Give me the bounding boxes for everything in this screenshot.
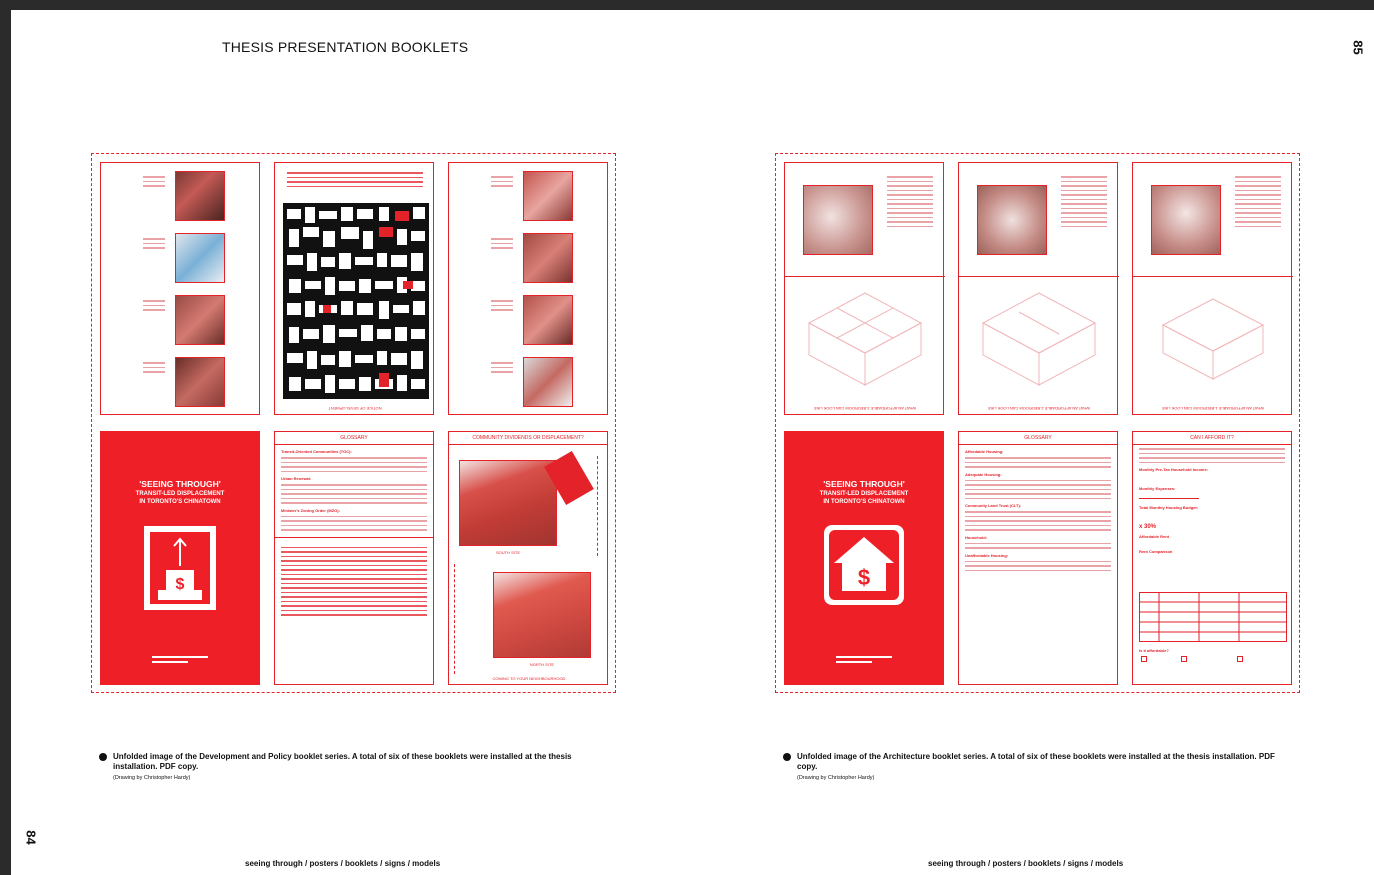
interior-render [977, 185, 1047, 255]
page-number-right: 85 [1350, 40, 1366, 55]
glossary-term: Community Land Trust (CLT): [965, 503, 1022, 508]
axonometric-plan [805, 289, 925, 389]
calc-field: Total Monthly Housing Budget: [1139, 505, 1199, 510]
svg-text:$: $ [857, 565, 871, 590]
building-photo [175, 233, 225, 283]
north-site-label: NORTH SITE [529, 662, 555, 667]
glossary-term: Household: [965, 534, 987, 540]
interior-render [1151, 185, 1221, 255]
svg-text:$: $ [175, 576, 185, 593]
building-photo [523, 357, 573, 407]
glossary-term: Affordable Housing: [965, 449, 1004, 454]
building-photo [523, 171, 573, 221]
checkbox[interactable] [1141, 656, 1147, 662]
cover-subtitle-2: IN TORONTO'S CHINATOWN [823, 499, 905, 505]
is-affordable-label: Is it affordable? [1139, 648, 1169, 653]
building-photo [175, 357, 225, 407]
panel-label: WHAT AN AFFORDABLE 2-BEDROOM CAN LOOK LIKE [987, 406, 1091, 411]
rent-comparison-label: Rent Comparison [1139, 549, 1173, 554]
panel-3-bedroom [784, 162, 944, 415]
panel-label: WHAT AN AFFORDABLE 1-BEDROOM CAN LOOK LIKE [1161, 406, 1265, 411]
calc-field: x 30% [1139, 524, 1157, 530]
checkbox[interactable] [1181, 656, 1187, 662]
calc-title: CAN I AFFORD IT? [1133, 432, 1291, 445]
building-photo [523, 233, 573, 283]
footer-right: seeing through / posters / booklets / signs / models [928, 859, 1124, 868]
arrow-dollar-icon [144, 526, 216, 610]
caption-bullet [783, 753, 791, 761]
calc-field: Affordable Rent [1139, 534, 1169, 539]
caption-right [797, 752, 1297, 783]
panel-affordability-calculator [1132, 431, 1292, 685]
glossary-term: Minister's Zoning Order (MZO): [281, 507, 340, 513]
axonometric-plan [979, 289, 1099, 389]
checkbox[interactable] [1237, 656, 1243, 662]
glossary-term: Unaffordable Housing: [965, 552, 1009, 558]
cover-title: 'SEEING THROUGH' [139, 479, 221, 489]
glossary-term: Transit-Oriented Communities (TOC): [281, 449, 352, 454]
caption-left-text: Unfolded image of the Development and Policy booklet series. A total of six of these booklets were installed at the thesis installation. PDF copy. [113, 752, 572, 771]
caption-left-credit: (Drawing by Christopher Hardy) [113, 775, 191, 781]
document-page [11, 10, 1374, 875]
glossary-title: GLOSSARY [959, 432, 1117, 445]
caption-bullet [99, 753, 107, 761]
building-photo [175, 295, 225, 345]
coming-label: COMING TO YOUR NEIGHBOURHOOD [492, 676, 566, 681]
panel-2-bedroom [958, 162, 1118, 415]
community-title: COMMUNITY DIVIDENDS OR DISPLACEMENT? [449, 432, 607, 445]
panel-glossary [274, 431, 434, 685]
page-number-left: 84 [23, 830, 39, 845]
cover-subtitle-1: TRANSIT-LED DISPLACEMENT [819, 491, 909, 497]
caption-right-text: Unfolded image of the Architecture booklet series. A total of six of these booklets were installed at the thesis installation. PDF copy. [797, 752, 1275, 771]
panel-label: WHAT AN AFFORDABLE 3-BEDROOM CAN LOOK LIKE [813, 406, 917, 411]
glossary-title: GLOSSARY [275, 432, 433, 445]
panel-1-bedroom [1132, 162, 1292, 415]
panel-map [274, 162, 434, 415]
calc-field: Monthly Expenses: [1139, 486, 1176, 491]
building-photo [175, 171, 225, 221]
interior-render [803, 185, 873, 255]
panel-community [448, 431, 608, 685]
panel-building-list [100, 162, 260, 415]
architecture-booklet-sheet [775, 153, 1300, 693]
calc-field: Monthly Pre-Tax Household Income: [1139, 467, 1209, 472]
cover-subtitle-1: TRANSIT-LED DISPLACEMENT [135, 491, 225, 497]
development-booklet-sheet [91, 153, 616, 693]
glossary-term: Adequate Housing: [965, 471, 1002, 477]
house-dollar-icon [824, 525, 904, 605]
panel-glossary [958, 431, 1118, 685]
south-site-render [459, 460, 557, 546]
caption-left [113, 752, 613, 783]
map-panel-label: NOTICE OF DEVELOPMENT [328, 406, 382, 411]
neighbourhood-map [283, 203, 429, 399]
glossary-term: Urban Renewal: [281, 476, 312, 481]
panel-building-list-2 [448, 162, 608, 415]
building-photo [523, 295, 573, 345]
booklet-cover [784, 431, 944, 685]
axonometric-plan [1153, 289, 1273, 389]
south-site-label: SOUTH SITE [495, 550, 520, 555]
north-site-render [493, 572, 591, 658]
rent-comparison-table [1139, 592, 1287, 642]
footer-left: seeing through / posters / booklets / signs / models [245, 859, 441, 868]
booklet-cover [100, 431, 260, 685]
cover-subtitle-2: IN TORONTO'S CHINATOWN [139, 499, 221, 505]
cover-title: 'SEEING THROUGH' [823, 479, 905, 489]
caption-right-credit: (Drawing by Christopher Hardy) [797, 775, 875, 781]
page-title: THESIS PRESENTATION BOOKLETS [222, 39, 469, 55]
